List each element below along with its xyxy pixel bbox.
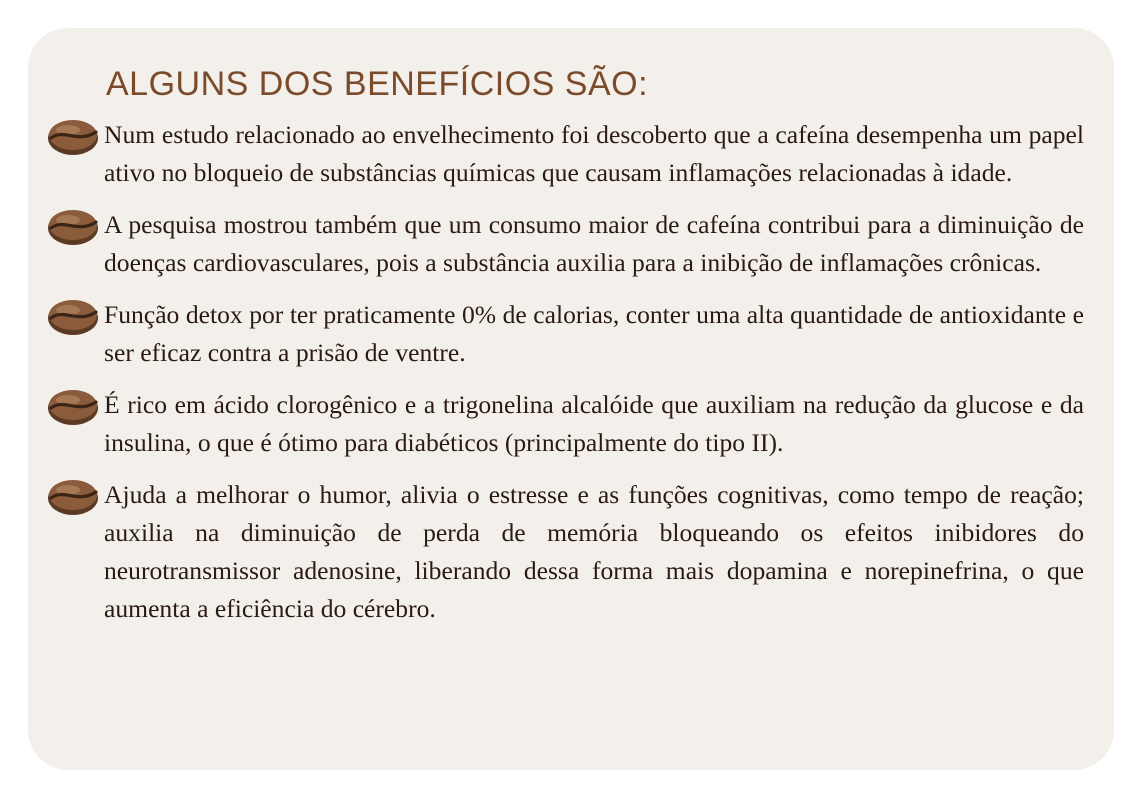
coffee-bean-icon [46,296,100,338]
page-title: ALGUNS DOS BENEFÍCIOS SÃO: [106,65,649,103]
list-item [68,386,1084,462]
benefits-card [28,28,1114,770]
list-item [68,476,1084,628]
list-item [68,296,1084,372]
list-item [68,206,1084,282]
benefits-list [68,116,1084,628]
benefit-text: A pesquisa mostrou também que um consumo maior de cafeína contribui para a diminuição de doenças cardiovasculares, pois a substância auxilia para a inibição de inflamações crônicas. [104,210,1084,277]
coffee-bean-icon [46,476,100,518]
benefit-text: Função detox por ter praticamente 0% de calorias, conter uma alta quantidade de antioxidante e ser eficaz contra a prisão de ventre. [104,300,1084,367]
coffee-bean-icon [46,386,100,428]
benefit-text: Ajuda a melhorar o humor, alivia o estresse e as funções cognitivas, como tempo de reação; auxilia na diminuição de perda de memória bloqueando os efeitos inibidores do neurotransmissor adenosine, liberando dessa forma mais dopamina e norepinefrina, o que aumenta a eficiência do cérebro. [104,480,1084,623]
benefit-text: É rico em ácido clorogênico e a trigonelina alcalóide que auxiliam na redução da glucose e da insulina, o que é ótimo para diabéticos (principalmente do tipo II). [104,390,1084,457]
benefit-text: Num estudo relacionado ao envelhecimento foi descoberto que a cafeína desempenha um papel ativo no bloqueio de substâncias químicas que causam inflamações relacionadas à idade. [104,120,1084,187]
coffee-bean-icon [46,116,100,158]
coffee-bean-icon [46,206,100,248]
list-item [68,116,1084,192]
